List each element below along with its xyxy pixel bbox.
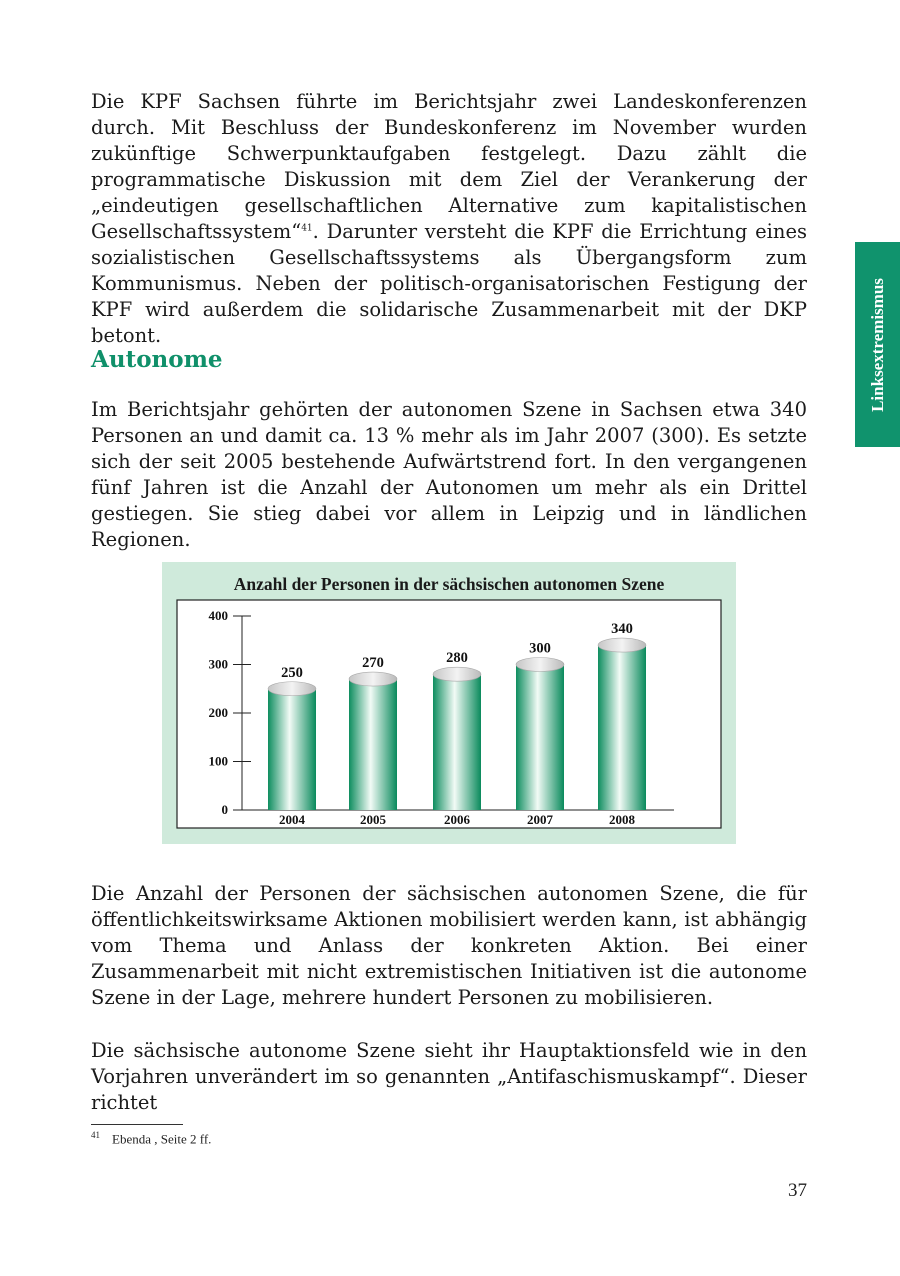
bar-value-label: 300	[529, 640, 551, 657]
chart-title: Anzahl der Personen in der sächsischen autonomen Szene	[233, 574, 665, 594]
page-number: 37	[788, 1180, 807, 1201]
x-tick-label: 2004	[279, 812, 305, 827]
footnote-text: Ebenda , Seite 2 ff.	[112, 1131, 212, 1147]
x-tick-label: 2007	[527, 812, 553, 827]
x-tick-label: 2006	[444, 812, 470, 827]
paragraph-mobilisation: Die Anzahl der Personen der sächsischen autonomen Szene, die für öffentlichkeitswirksame Aktionen mobilisiert werden kann, ist abhängig vom Thema und Anlass der konkreten Aktion. Bei einer Zusammenarbeit mit nicht extremistischen Initiativen ist die autonome Szene in der Lage, mehrere hundert Personen zu mobilisieren.	[91, 882, 807, 1009]
side-tab-label: Linksextremismus	[867, 277, 887, 412]
chart-svg	[162, 562, 736, 844]
section-heading-autonome: Autonome	[91, 346, 223, 373]
y-tick-label: 0	[221, 802, 228, 817]
paragraph-kpf-text-a: Die KPF Sachsen führte im Berichtsjahr zwei Landeskonferenzen durch. Mit Beschluss der Bundeskonferenz im November wurden zukünftige Schwerpunktaufgaben festgelegt. Dazu zählt die programmatische Diskussion mit dem Ziel der Verankerung der „eindeutigen gesellschaftlichen Alternative zum kapitalistischen Gesellschaftssystem“	[91, 90, 807, 243]
bar-cap	[433, 667, 481, 681]
bar	[516, 665, 564, 811]
footnote-divider	[91, 1124, 183, 1125]
x-tick-label: 2008	[609, 812, 635, 827]
bar-chart	[162, 562, 736, 844]
y-tick-label: 200	[208, 705, 228, 720]
bar	[433, 674, 481, 810]
bar	[349, 679, 397, 810]
paragraph-antifaschismus: Die sächsische autonome Szene sieht ihr Hauptaktionsfeld wie in den Vorjahren unverändert im so genannten „Antifaschismuskampf“. Dieser richtet	[91, 1039, 807, 1114]
bar-cap	[349, 672, 397, 686]
bar	[268, 689, 316, 810]
footnote-number: 41	[91, 1130, 100, 1140]
paragraph-kpf	[91, 89, 807, 349]
y-tick-label: 400	[208, 608, 228, 623]
x-tick-label: 2005	[360, 812, 386, 827]
bar-value-label: 340	[611, 621, 633, 638]
bar-cap	[268, 682, 316, 696]
footnote-ref[interactable]: 41	[301, 223, 313, 234]
bar-value-label: 280	[446, 650, 468, 667]
side-tab-linksextremismus[interactable]	[855, 242, 900, 447]
footnote	[91, 1130, 211, 1147]
paragraph-kpf-text-b: . Darunter versteht die KPF die Errichtung eines sozialistischen Gesellschaftssystems als Übergangsform zum Kommunismus. Neben der politisch-organisatorischen Festigung der KPF wird außerdem die solidarische Zusammenarbeit mit der DKP betont.	[91, 220, 807, 347]
bar-value-label: 250	[281, 664, 303, 681]
bar-cap	[516, 658, 564, 672]
bar-cap	[598, 638, 646, 652]
paragraph-autonome-count: Im Berichtsjahr gehörten der autonomen Szene in Sachsen etwa 340 Personen an und damit ca. 13 % mehr als im Jahr 2007 (300). Es setzte sich der seit 2005 bestehende Aufwärtstrend fort. In den vergangenen fünf Jahren ist die Anzahl der Autonomen um mehr als ein Drittel gestiegen. Sie stieg dabei vor allem in Leipzig und in ländlichen Regionen.	[91, 398, 807, 551]
y-tick-label: 300	[208, 656, 228, 672]
bar-value-label: 270	[362, 655, 384, 672]
y-tick-label: 100	[208, 753, 228, 769]
bar	[598, 645, 646, 810]
